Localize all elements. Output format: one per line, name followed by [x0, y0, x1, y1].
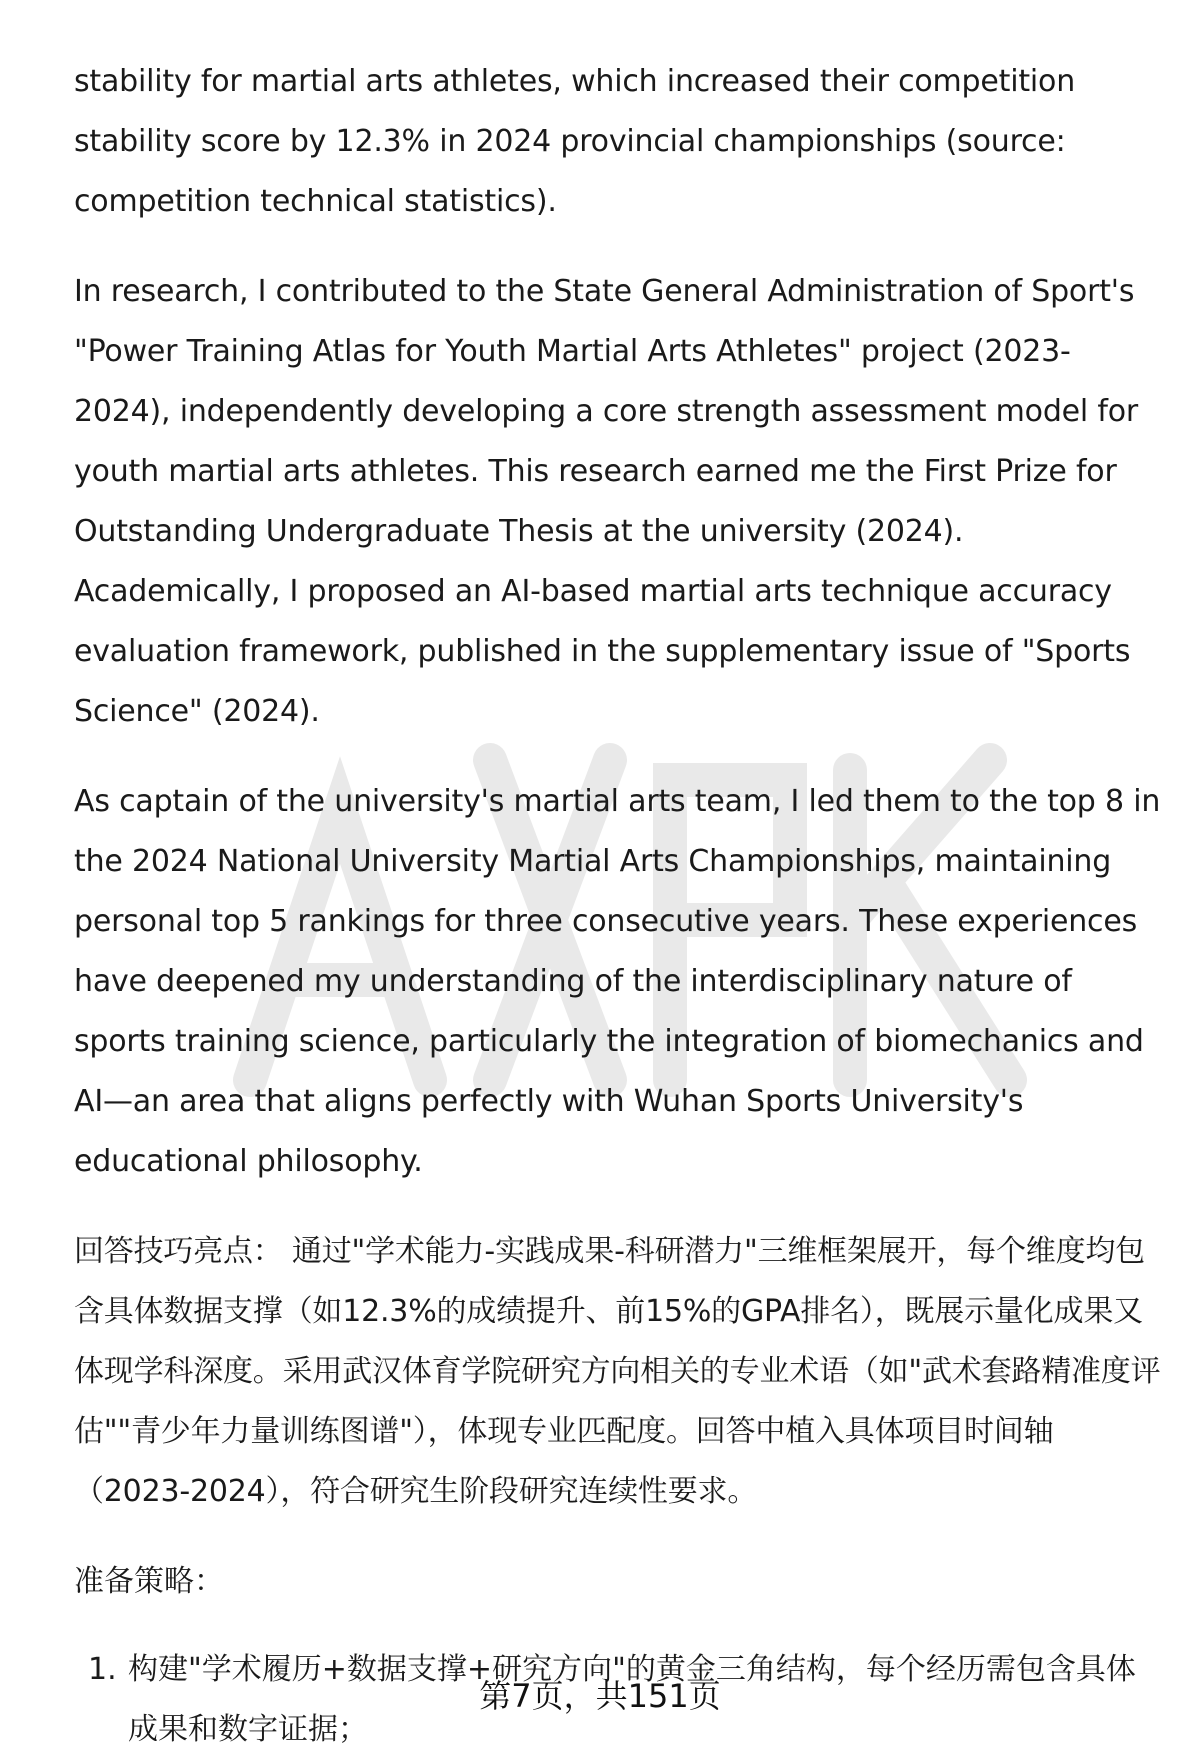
paragraph-captain: As captain of the university's martial arts team, I led them to the top 8 in the 2024 National University Martial Arts Championships, maintaining personal top 5 rankings for three consecutive years. These experiences have deepened my understanding of the interdisciplinary nature of sports training science, particularly the integration of biomechanics and AI—an area that aligns perfectly with Wuhan Sports University's educational philosophy.	[74, 784, 1161, 1179]
paragraph-research: In research, I contributed to the State General Administration of Sport's "Power Training Atlas for Youth Martial Arts Athletes" project (2023-2024), independently developing a core strength assessment model for youth martial arts athletes. This research earned me the First Prize for Outstanding Undergraduate Thesis at the university (2024). Academically, I proposed an AI-based martial arts technique accuracy evaluation framework, published in the supplementary issue of "Sports Science" (2024).	[74, 274, 1139, 729]
paragraph-stability: stability for martial arts athletes, which increased their competition stability score by 12.3% in 2024 provincial championships (source: competition technical statistics).	[74, 64, 1076, 219]
strategy-heading: 准备策略：	[74, 1564, 224, 1599]
document-body	[74, 52, 1164, 1760]
list-item-text: 构建"学术履历+数据支撑+研究方向"的黄金三角结构，每个经历需包含具体成果和数字证据；	[128, 1652, 1136, 1747]
list-item-number: 1.	[88, 1652, 117, 1687]
paragraph-answer-tips: 回答技巧亮点： 通过"学术能力-实践成果-科研潜力"三维框架展开，每个维度均包含具体数据支撑（如12.3%的成绩提升、前15%的GPA排名），既展示量化成果又体现学科深度。采用武汉体育学院研究方向相关的专业术语（如"武术套路精准度评估""青少年力量训练图谱"），体现专业匹配度。回答中植入具体项目时间轴（2023-2024），符合研究生阶段研究连续性要求。	[74, 1234, 1161, 1509]
page-number-footer: 第7页，共151页	[479, 1677, 721, 1715]
